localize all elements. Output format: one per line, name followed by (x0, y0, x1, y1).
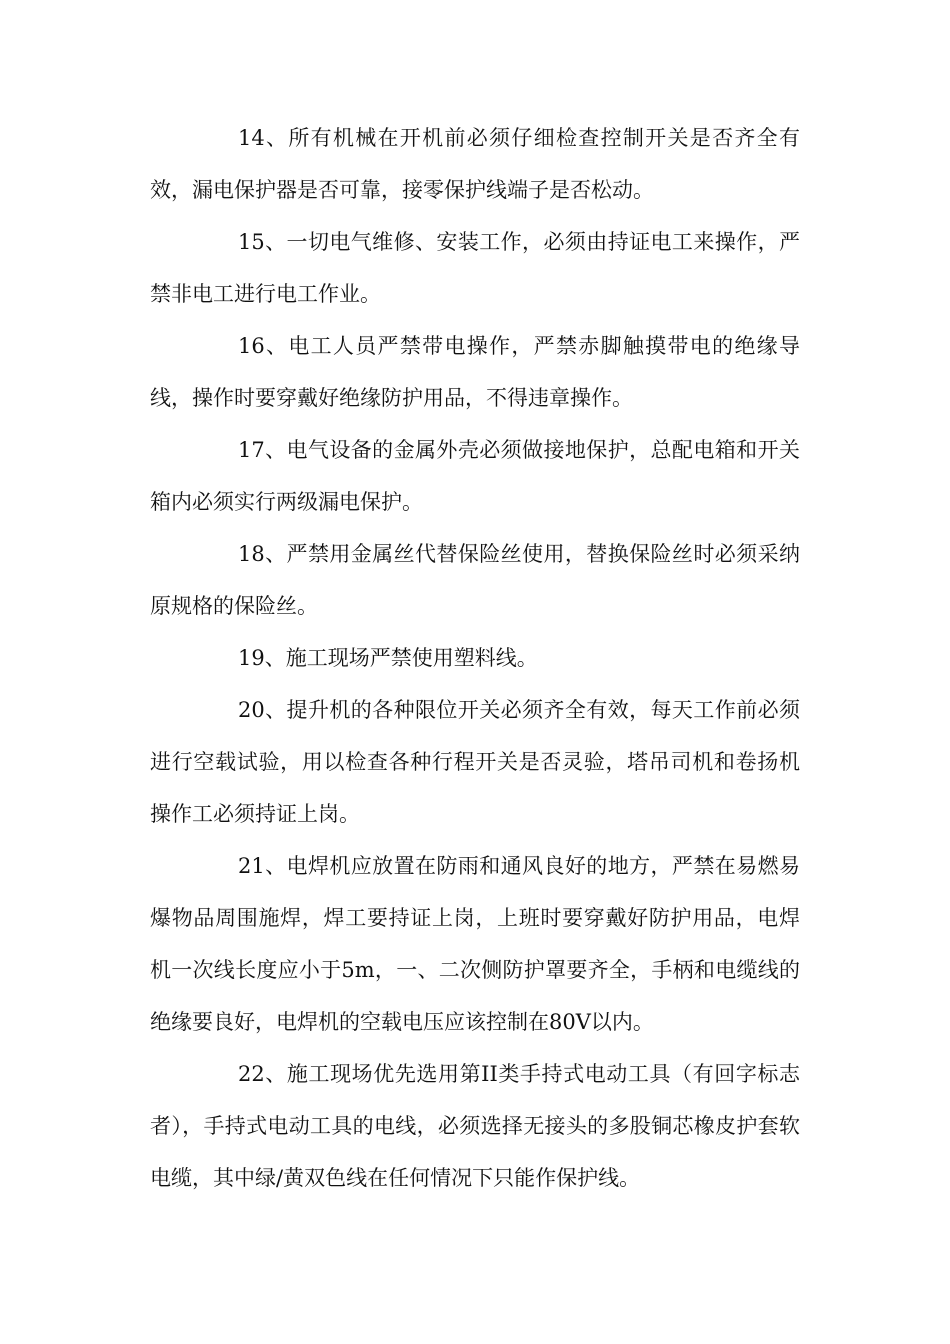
paragraph-15: 15、一切电气维修、安装工作，必须由持证电工来操作，严禁非电工进行电工作业。 (150, 230, 800, 306)
paragraph-16: 16、电工人员严禁带电操作，严禁赤脚触摸带电的绝缘导线，操作时要穿戴好绝缘防护用品，不得违章操作。 (150, 334, 800, 410)
paragraph-20: 20、提升机的各种限位开关必须齐全有效，每天工作前必须进行空载试验，用以检查各种行程开关是否灵验，塔吊司机和卷扬机操作工必须持证上岗。 (150, 698, 800, 826)
paragraph-14: 14、所有机械在开机前必须仔细检查控制开关是否齐全有效，漏电保护器是否可靠，接零保护线端子是否松动。 (150, 126, 800, 202)
paragraph-22: 22、施工现场优先选用第II类手持式电动工具（有回字标志者），手持式电动工具的电线，必须选择无接头的多股铜芯橡皮护套软电缆，其中绿/黄双色线在任何情况下只能作保护线。 (150, 1062, 800, 1190)
paragraph-19: 19、施工现场严禁使用塑料线。 (238, 646, 538, 670)
paragraph-17: 17、电气设备的金属外壳必须做接地保护，总配电箱和开关箱内必须实行两级漏电保护。 (150, 438, 800, 514)
document-body (150, 112, 800, 1204)
paragraph-21: 21、电焊机应放置在防雨和通风良好的地方，严禁在易燃易爆物品周围施焊，焊工要持证上岗，上班时要穿戴好防护用品，电焊机一次线长度应小于5m，一、二次侧防护罩要齐全，手柄和电缆线的绝缘要良好，电焊机的空载电压应该控制在80V以内。 (150, 854, 800, 1034)
paragraph-18: 18、严禁用金属丝代替保险丝使用，替换保险丝时必须采纳原规格的保险丝。 (150, 542, 800, 618)
